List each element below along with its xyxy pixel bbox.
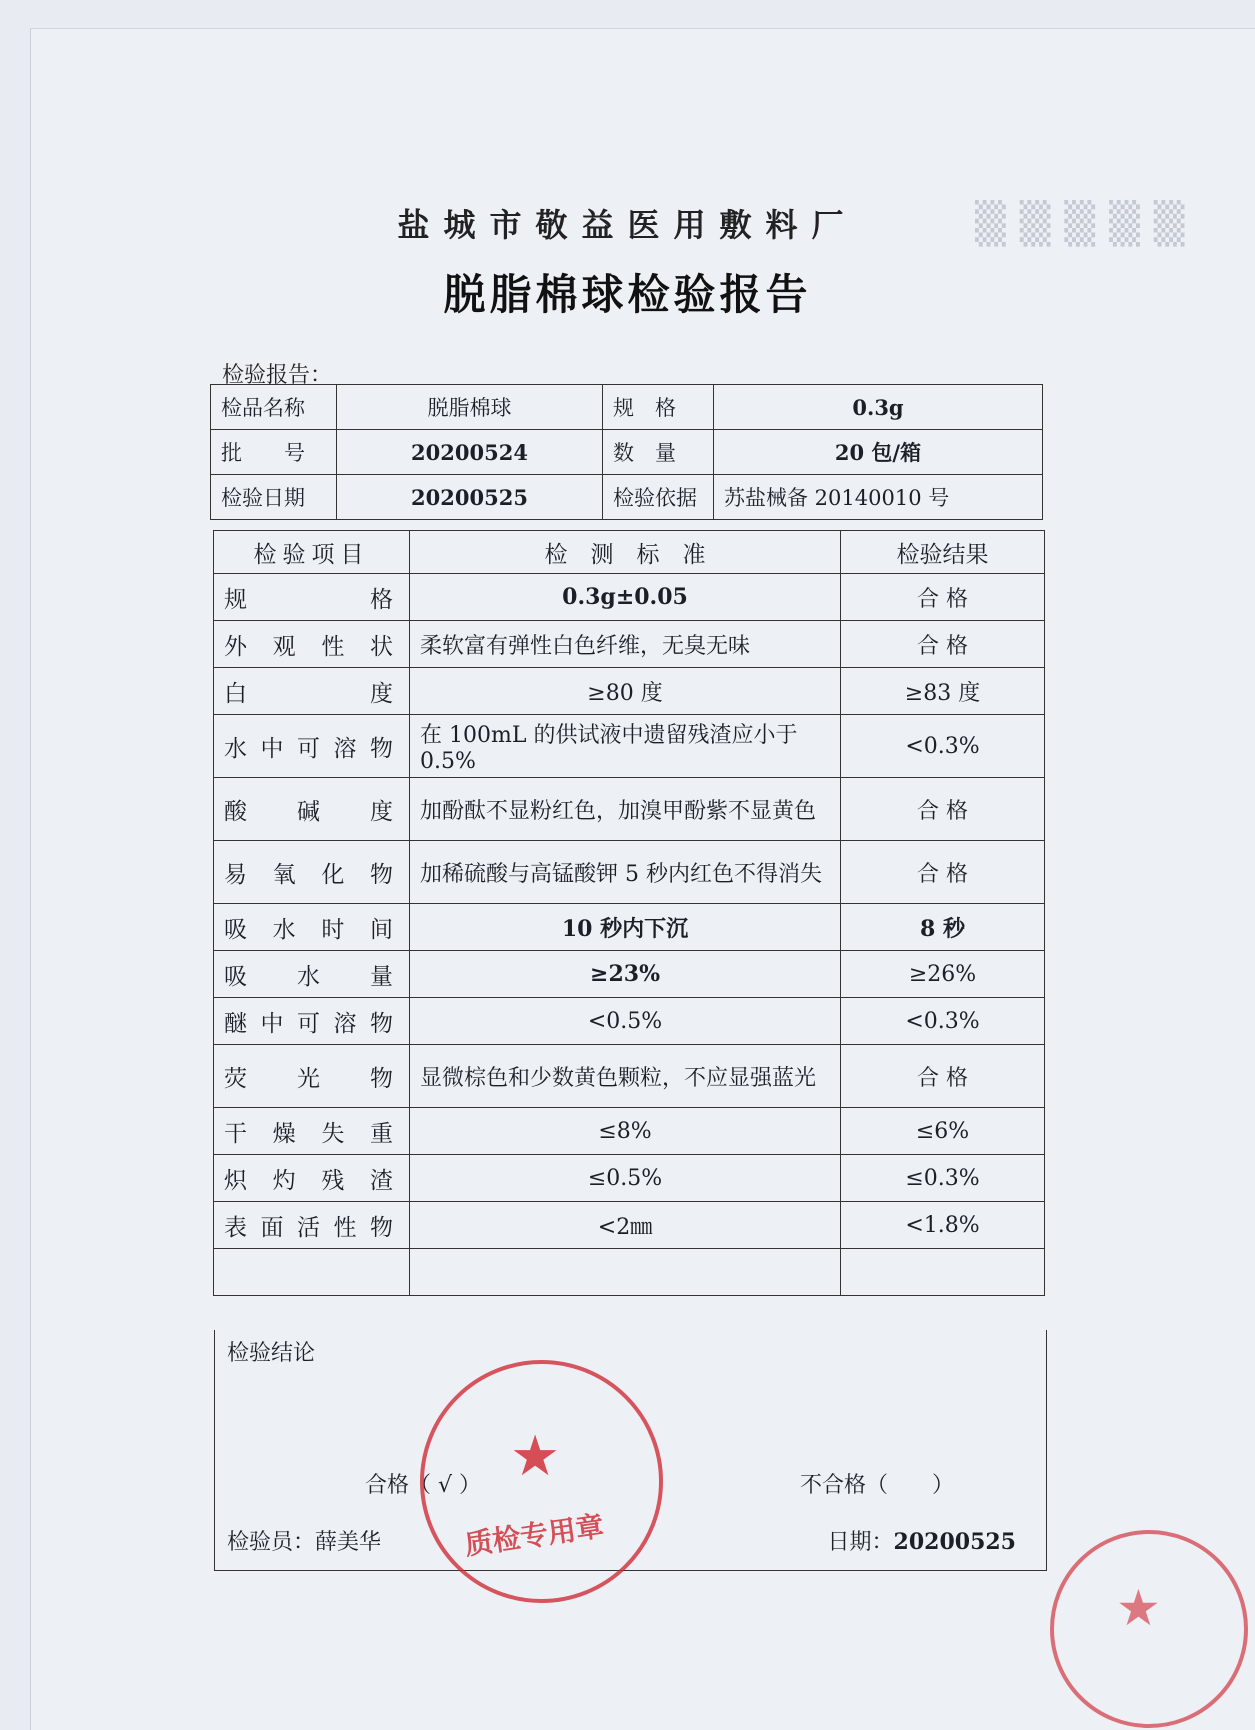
row-standard: 加稀硫酸与高锰酸钾 5 秒内红色不得消失 xyxy=(410,841,841,904)
quality-seal xyxy=(420,1360,663,1603)
conclusion-date-label: 日期： xyxy=(827,1530,894,1555)
table-row xyxy=(214,841,1045,904)
company-seal xyxy=(1050,1530,1248,1728)
table-row xyxy=(214,1108,1045,1155)
row-standard: ≤8% xyxy=(410,1108,841,1155)
row-standard: ≥80 度 xyxy=(410,668,841,715)
header-item: 检验项目 xyxy=(214,531,410,574)
basis-label: 检验依据 xyxy=(603,475,714,520)
row-item: 吸水时间 xyxy=(214,904,410,951)
row-result: 合 格 xyxy=(841,621,1045,668)
row-item: 白度 xyxy=(214,668,410,715)
conclusion-label: 检验结论 xyxy=(227,1341,316,1366)
row-item: 炽灼残渣 xyxy=(214,1155,410,1202)
batch-label: 批 号 xyxy=(211,430,337,475)
table-row xyxy=(214,574,1045,621)
info-row xyxy=(211,475,1043,520)
row-standard: 10 秒内下沉 xyxy=(410,904,841,951)
spec-value: 0.3g xyxy=(714,385,1043,430)
row-result: 合 格 xyxy=(841,778,1045,841)
table-row xyxy=(214,904,1045,951)
row-standard: 在 100mL 的供试液中遗留残渣应小于 0.5% xyxy=(410,715,841,778)
header-result: 检验结果 xyxy=(841,531,1045,574)
table-row xyxy=(214,998,1045,1045)
row-result: <0.3% xyxy=(841,998,1045,1045)
table-row xyxy=(214,621,1045,668)
row-result: 合 格 xyxy=(841,1045,1045,1108)
conclusion-date-value: 20200525 xyxy=(893,1529,1016,1555)
seal-text: 质检专用章 xyxy=(462,1509,606,1562)
report-title: 脱脂棉球检验报告 xyxy=(443,270,812,319)
batch-value: 20200524 xyxy=(337,430,603,475)
row-result: ≥26% xyxy=(841,951,1045,998)
table-header-row xyxy=(214,531,1045,574)
row-standard: <0.5% xyxy=(410,998,841,1045)
fail-checkbox: 不合格（ ） xyxy=(800,1473,955,1498)
inspection-table xyxy=(213,530,1045,1296)
row-item: 醚中可溶物 xyxy=(214,998,410,1045)
table-row xyxy=(214,715,1045,778)
row-standard: ≥23% xyxy=(410,951,841,998)
info-row xyxy=(211,385,1043,430)
row-item: 酸碱度 xyxy=(214,778,410,841)
date-label: 检验日期 xyxy=(211,475,337,520)
row-standard: <2㎜ xyxy=(410,1202,841,1249)
row-item: 水中可溶物 xyxy=(214,715,410,778)
row-result: <1.8% xyxy=(841,1202,1045,1249)
row-item: 干燥失重 xyxy=(214,1108,410,1155)
row-result: 8 秒 xyxy=(841,904,1045,951)
row-item: 表面活性物 xyxy=(214,1202,410,1249)
pass-checkbox: 合格（ √ ） xyxy=(365,1473,482,1498)
row-item: 规格 xyxy=(214,574,410,621)
show-through-text: ▒ ▒ ▒ ▒ ▒ xyxy=(975,200,1185,247)
seal-star-icon: ★ xyxy=(510,1424,561,1489)
header-standard: 检 测 标 准 xyxy=(410,531,841,574)
row-standard: 柔软富有弹性白色纤维，无臭无味 xyxy=(410,621,841,668)
company-name: 盐城市敬益医用敷料厂 xyxy=(397,206,858,244)
row-item: 吸水量 xyxy=(214,951,410,998)
table-row xyxy=(214,951,1045,998)
row-item: 易氧化物 xyxy=(214,841,410,904)
row-standard: 0.3g±0.05 xyxy=(410,574,841,621)
qty-label: 数 量 xyxy=(603,430,714,475)
qty-value: 20 包/箱 xyxy=(714,430,1043,475)
row-result: 合 格 xyxy=(841,574,1045,621)
table-row xyxy=(214,778,1045,841)
empty-cell xyxy=(410,1249,841,1296)
table-row xyxy=(214,1045,1045,1108)
row-standard: 显微棕色和少数黄色颗粒，不应显强蓝光 xyxy=(410,1045,841,1108)
empty-cell xyxy=(841,1249,1045,1296)
basis-value: 苏盐械备 20140010 号 xyxy=(714,475,1043,520)
table-row-empty xyxy=(214,1249,1045,1296)
seal-star-icon: ★ xyxy=(1116,1579,1161,1637)
date-value: 20200525 xyxy=(337,475,603,520)
row-result: ≤6% xyxy=(841,1108,1045,1155)
row-standard: ≤0.5% xyxy=(410,1155,841,1202)
table-row xyxy=(214,1155,1045,1202)
conclusion-date xyxy=(828,1525,1016,1556)
row-result: 合 格 xyxy=(841,841,1045,904)
row-result: <0.3% xyxy=(841,715,1045,778)
inspector: 检验员：薛美华 xyxy=(227,1530,382,1555)
report-label: 检验报告： xyxy=(222,363,333,388)
row-standard: 加酚酞不显粉红色，加溴甲酚紫不显黄色 xyxy=(410,778,841,841)
name-label: 检品名称 xyxy=(211,385,337,430)
table-row xyxy=(214,1202,1045,1249)
table-row xyxy=(214,668,1045,715)
row-result: ≥83 度 xyxy=(841,668,1045,715)
row-result: ≤0.3% xyxy=(841,1155,1045,1202)
row-item: 荧光物 xyxy=(214,1045,410,1108)
spec-label: 规 格 xyxy=(603,385,714,430)
name-value: 脱脂棉球 xyxy=(337,385,603,430)
info-table xyxy=(210,384,1043,520)
row-item: 外观性状 xyxy=(214,621,410,668)
empty-cell xyxy=(214,1249,410,1296)
info-row xyxy=(211,430,1043,475)
